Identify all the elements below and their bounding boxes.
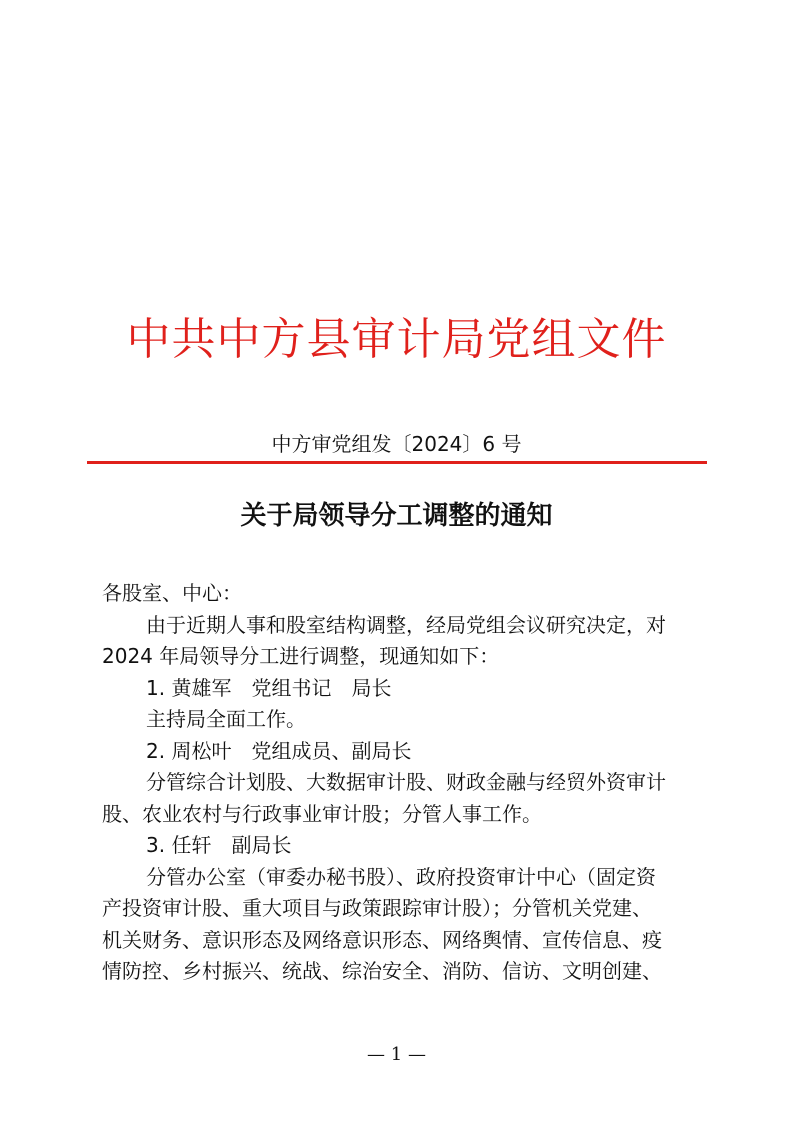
red-header-title: 中共中方县审计局党组文件 (126, 314, 667, 365)
leader-duty-line: 机关财务、意识形态及网络意识形态、网络舆情、宣传信息、疫 (102, 927, 662, 952)
intro-paragraph-line: 2024 年局领导分工进行调整，现通知如下： (102, 644, 500, 668)
page-number: — 1 — (367, 1044, 426, 1065)
intro-paragraph-line: 由于近期人事和股室结构调整，经局党组会议研究决定，对 (146, 612, 666, 637)
leader-heading: 3. 任轩 副局长 (146, 833, 292, 857)
leader-duty-line: 产投资审计股、重大项目与政策跟踪审计股）；分管机关党建、 (102, 896, 652, 920)
leader-duty-line: 情防控、乡村振兴、统战、综治安全、消防、信访、文明创建、 (102, 959, 662, 983)
leader-duty-line: 股、农业农村与行政事业审计股；分管人事工作。 (102, 801, 542, 826)
red-divider-line (87, 461, 707, 464)
leader-duty-line: 分管综合计划股、大数据审计股、财政金融与经贸外资审计 (146, 770, 666, 794)
document-number: 中方审党组发〔2024〕6 号 (271, 432, 522, 456)
notice-body (102, 578, 694, 988)
notice-title: 关于局领导分工调整的通知 (240, 501, 553, 531)
leader-duty-line: 分管办公室（审委办秘书股）、政府投资审计中心（固定资 (146, 864, 656, 889)
leader-heading: 2. 周松叶 党组成员、副局长 (146, 738, 412, 763)
leader-duty-line: 主持局全面工作。 (146, 707, 306, 731)
leader-heading: 1. 黄雄军 党组书记 局长 (146, 675, 392, 700)
salutation: 各股室、中心： (102, 581, 242, 605)
